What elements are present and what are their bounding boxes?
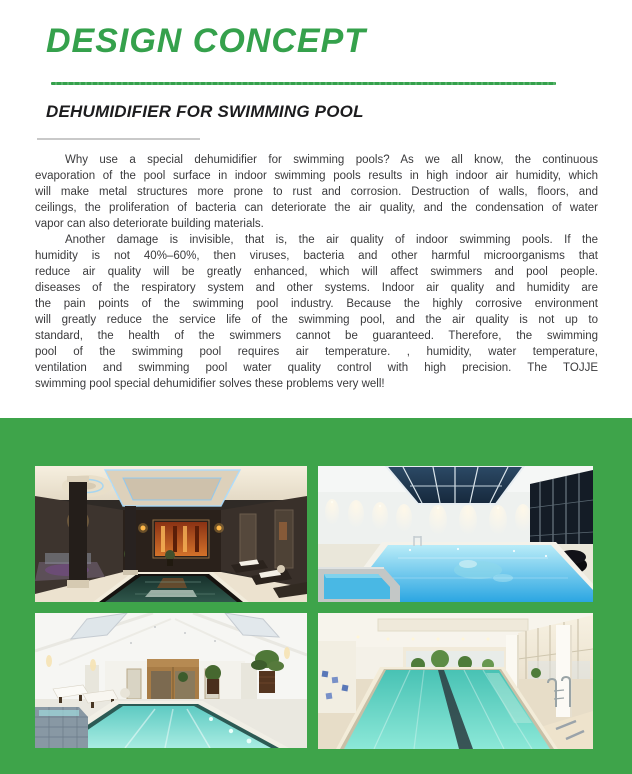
pool-photo-hotel-lap: [318, 613, 593, 749]
body-text-line: humidity is not 40%–60%, then viruses, bacteria and other harmful microorganisms that: [35, 250, 598, 262]
heading-underline: [37, 138, 200, 140]
body-text-line: swimming pool special dehumidifier solves these problems very well!: [35, 378, 385, 390]
title-underline: [51, 82, 556, 85]
body-text-line: will greatly reduce the service life of the swimming pool, and the air quality is not up to: [35, 314, 598, 326]
body-text-line: Another damage is invisible, that is, the air quality of indoor swimming pools. If the: [65, 234, 598, 246]
body-text-line: Why use a special dehumidifier for swimming pools? As we all know, the continuous: [65, 154, 598, 166]
body-text-line: ceilings, the proliferation of bacteria can deteriorate the air quality, and the condensation of water: [35, 202, 598, 214]
body-text-line: evaporation of the pool surface in indoor swimming pools results in high indoor air humidity, which: [35, 170, 598, 182]
pool-photo-vaulted: [35, 613, 307, 748]
pool-photo-skylight: [318, 466, 593, 602]
paragraph: [35, 232, 598, 392]
photo-gallery-panel: [0, 418, 632, 774]
body-text-line: vapor can also deteriorate building materials.: [35, 218, 264, 230]
body-text-line: reduce air quality will be greatly enhanced, which will affect swimmers and pool people.: [35, 266, 598, 278]
body-text: [35, 152, 598, 392]
body-text-line: pool of the swimming pool requires air temperature. , humidity, water temperature,: [35, 346, 598, 358]
body-text-line: standard, the health of the swimmers cannot be guaranteed. Therefore, the swimming: [35, 330, 598, 342]
page-title: DESIGN CONCEPT: [46, 22, 367, 60]
body-text-line: will make metal structures more prone to rust and corrosion. Destruction of walls, floors, and: [35, 186, 598, 198]
paragraph: [35, 152, 598, 232]
body-text-line: diseases of the respiratory system and other systems. Indoor air quality and humidity are: [35, 282, 598, 294]
section-heading: DEHUMIDIFIER FOR SWIMMING POOL: [46, 102, 364, 121]
body-text-line: the pain points of the swimming pool industry. Because the highly corrosive environment: [35, 298, 598, 310]
body-text-line: ventilation and swimming pool water quality control with high precision. The TOJJE: [35, 362, 598, 374]
pool-photo-dark-luxury: [35, 466, 307, 602]
